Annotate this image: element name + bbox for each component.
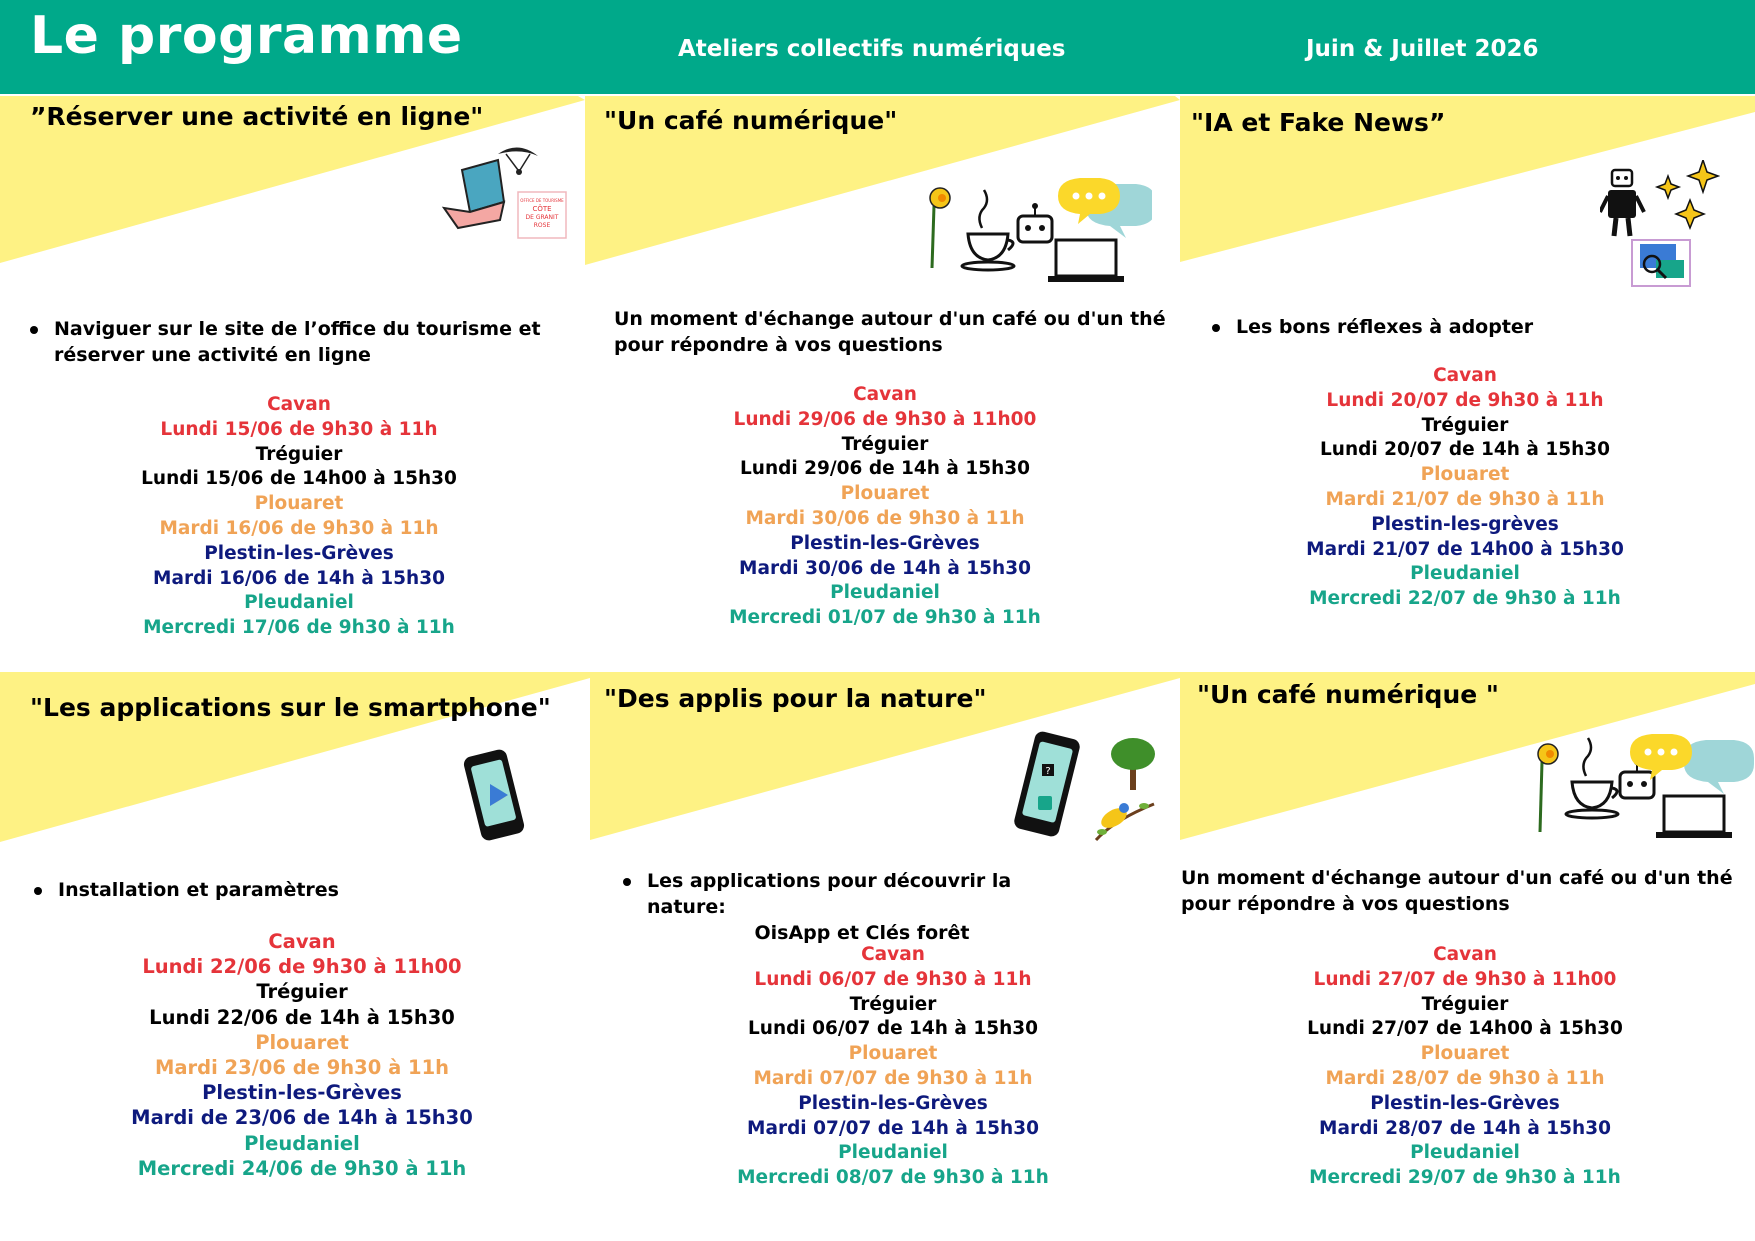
schedule-line: Cavan	[853, 384, 917, 405]
bullet-line: Installation et paramètres	[58, 879, 339, 901]
nature-illustration	[1014, 730, 1164, 850]
bullet-line: OisApp et Clés forêt	[754, 922, 970, 944]
schedule-list	[0, 929, 604, 1181]
schedule-line: Plouaret	[1420, 464, 1510, 486]
schedule-line: Tréguier	[1421, 993, 1509, 1015]
schedule-line: Mardi 30/06 de 14h à 15h30	[739, 557, 1031, 579]
card-title: "IA et Fake News”	[1191, 108, 1446, 137]
schedule-line: Mardi 23/06 de 9h30 à 11h	[154, 1056, 450, 1080]
schedule-line: Plouaret	[848, 1043, 938, 1065]
card-title: "Les applications sur le smartphone"	[30, 693, 551, 722]
fake-news-screens-icon	[1632, 240, 1690, 286]
logo-text: DE GRANIT	[525, 214, 559, 221]
schedule-line: Lundi 27/07 de 14h00 à 15h30	[1307, 1018, 1623, 1040]
schedule-line: Tréguier	[849, 993, 937, 1015]
description-line: Un moment d'échange autour d'un café ou d'un thé	[614, 308, 1166, 330]
tourism-logo	[518, 192, 566, 238]
schedule-line: Plestin-les-Grèves	[204, 542, 394, 564]
card-description	[614, 306, 1174, 358]
sparkles-icon	[1657, 160, 1718, 228]
schedule-line: Mardi 30/06 de 9h30 à 11h	[745, 507, 1025, 529]
schedule-line: Cavan	[267, 394, 331, 415]
coffee-cup-icon	[962, 190, 1014, 270]
schedule-list	[1166, 943, 1755, 1191]
schedule-line: Lundi 22/06 de 14h à 15h30	[149, 1005, 455, 1029]
schedule-line: Mercredi 29/07 de 9h30 à 11h	[1309, 1167, 1621, 1189]
schedule-line: Plouaret	[254, 493, 344, 515]
smartphone-icon	[1014, 730, 1081, 838]
paraglider-icon	[498, 147, 538, 175]
robot-icon	[1600, 170, 1644, 236]
bullet-line: Les bons réflexes à adopter	[1236, 316, 1534, 338]
schedule-line: Pleudaniel	[1410, 1142, 1520, 1164]
card-title: "Un café numérique"	[604, 106, 898, 135]
schedule-line: Pleudaniel	[1410, 563, 1520, 585]
card-description	[1181, 865, 1741, 917]
schedule-line: Lundi 22/06 de 9h30 à 11h00	[142, 955, 462, 979]
schedule-line: Lundi 20/07 de 9h30 à 11h	[1326, 389, 1604, 411]
schedule-line: Plestin-les-grèves	[1371, 513, 1559, 535]
robot-icon	[1018, 203, 1052, 242]
cafe-illustration	[920, 176, 1152, 286]
tree-icon	[1111, 738, 1155, 790]
schedule-list	[594, 943, 1192, 1191]
svg-text:?: ?	[1045, 766, 1051, 777]
schedule-line: Mardi 21/07 de 9h30 à 11h	[1325, 488, 1605, 510]
schedule-line: Lundi 15/06 de 9h30 à 11h	[160, 418, 438, 440]
page-title: Le programme	[30, 6, 463, 66]
schedule-line: Lundi 29/06 de 9h30 à 11h00	[733, 408, 1037, 430]
schedule-line: Mardi 28/07 de 14h à 15h30	[1319, 1117, 1611, 1139]
schedule-line: Mercredi 22/07 de 9h30 à 11h	[1309, 588, 1621, 610]
daffodil-icon	[930, 188, 950, 268]
schedule-line: Plouaret	[840, 483, 930, 505]
ai-illustration	[1600, 160, 1720, 290]
coffee-cup-icon	[1566, 738, 1618, 818]
schedule-line: Mardi de 23/06 de 14h à 15h30	[131, 1106, 473, 1130]
card-title: ”Réserver une activité en ligne"	[30, 102, 484, 131]
schedule-line: Tréguier	[255, 443, 343, 465]
schedule-line: Plouaret	[255, 1030, 349, 1054]
schedule-line: Tréguier	[1421, 414, 1509, 436]
schedule-line: Plestin-les-Grèves	[1370, 1092, 1560, 1114]
laptop-icon	[1048, 240, 1124, 282]
program-period: Juin & Juillet 2026	[1306, 36, 1539, 62]
schedule-line: Lundi 06/07 de 9h30 à 11h	[754, 968, 1032, 990]
schedule-line: Tréguier	[841, 433, 929, 455]
schedule-line: Plestin-les-Grèves	[202, 1081, 402, 1105]
bullet-line: réserver une activité en ligne	[54, 344, 371, 366]
schedule-line: Pleudaniel	[244, 1131, 360, 1155]
description-line: pour répondre à vos questions	[1181, 893, 1510, 915]
schedule-line: Mardi 28/07 de 9h30 à 11h	[1325, 1067, 1605, 1089]
schedule-line: Pleudaniel	[838, 1142, 948, 1164]
description-line: Un moment d'échange autour d'un café ou d'un thé	[1181, 867, 1733, 889]
schedule-line: Pleudaniel	[244, 592, 354, 614]
bullet-line: Naviguer sur le site de l’office du tourisme et	[54, 318, 541, 340]
logo-text: OFFICE DE TOURISME	[520, 198, 564, 203]
schedule-line: Plestin-les-Grèves	[798, 1092, 988, 1114]
schedule-line: Plouaret	[1420, 1043, 1510, 1065]
schedule-list	[0, 393, 598, 641]
chat-bubbles-icon	[1058, 178, 1152, 238]
bird-icon	[1096, 803, 1154, 840]
schedule-line: Lundi 20/07 de 14h à 15h30	[1319, 439, 1610, 461]
schedule-line: Mercredi 01/07 de 9h30 à 11h	[729, 607, 1041, 629]
laptop-icon	[1656, 796, 1732, 838]
card-title: "Un café numérique "	[1197, 680, 1499, 709]
smartphone-illustration	[462, 746, 542, 846]
schedule-line: Mardi 07/07 de 9h30 à 11h	[753, 1067, 1033, 1089]
daffodil-icon	[1538, 744, 1558, 832]
description-line: pour répondre à vos questions	[614, 334, 943, 356]
schedule-line: Lundi 06/07 de 14h à 15h30	[747, 1018, 1038, 1040]
schedule-line: Mardi 21/07 de 14h00 à 15h30	[1306, 538, 1624, 560]
booking-illustration	[440, 140, 570, 245]
bullet-line: Les applications pour découvrir la nature:	[647, 870, 1012, 918]
schedule-list	[586, 383, 1184, 631]
laptop-icon	[444, 160, 504, 228]
schedule-line: Mercredi 24/06 de 9h30 à 11h	[137, 1156, 467, 1180]
schedule-line: Plestin-les-Grèves	[790, 532, 980, 554]
schedule-list	[1166, 364, 1755, 612]
logo-text: CÔTE	[532, 205, 552, 213]
schedule-line: Cavan	[1433, 365, 1497, 386]
page-subtitle: Ateliers collectifs numériques	[678, 36, 1066, 62]
schedule-line: Lundi 29/06 de 14h à 15h30	[739, 458, 1030, 480]
schedule-line: Cavan	[1433, 944, 1497, 965]
schedule-line: Mardi 07/07 de 14h à 15h30	[747, 1117, 1039, 1139]
schedule-line: Mardi 16/06 de 14h à 15h30	[153, 567, 445, 589]
schedule-line: Cavan	[861, 944, 925, 965]
schedule-line: Lundi 15/06 de 14h00 à 15h30	[141, 468, 457, 490]
schedule-line: Tréguier	[256, 980, 348, 1004]
schedule-line: Pleudaniel	[830, 582, 940, 604]
cafe-illustration	[1528, 732, 1755, 842]
schedule-line: Mercredi 08/07 de 9h30 à 11h	[737, 1167, 1049, 1189]
schedule-line: Lundi 27/07 de 9h30 à 11h00	[1313, 968, 1617, 990]
schedule-line: Mardi 16/06 de 9h30 à 11h	[159, 517, 439, 539]
card-title: "Des applis pour la nature"	[604, 684, 987, 713]
schedule-line: Mercredi 17/06 de 9h30 à 11h	[143, 617, 455, 639]
logo-text: ROSE	[533, 222, 551, 229]
schedule-line: Cavan	[268, 930, 336, 953]
